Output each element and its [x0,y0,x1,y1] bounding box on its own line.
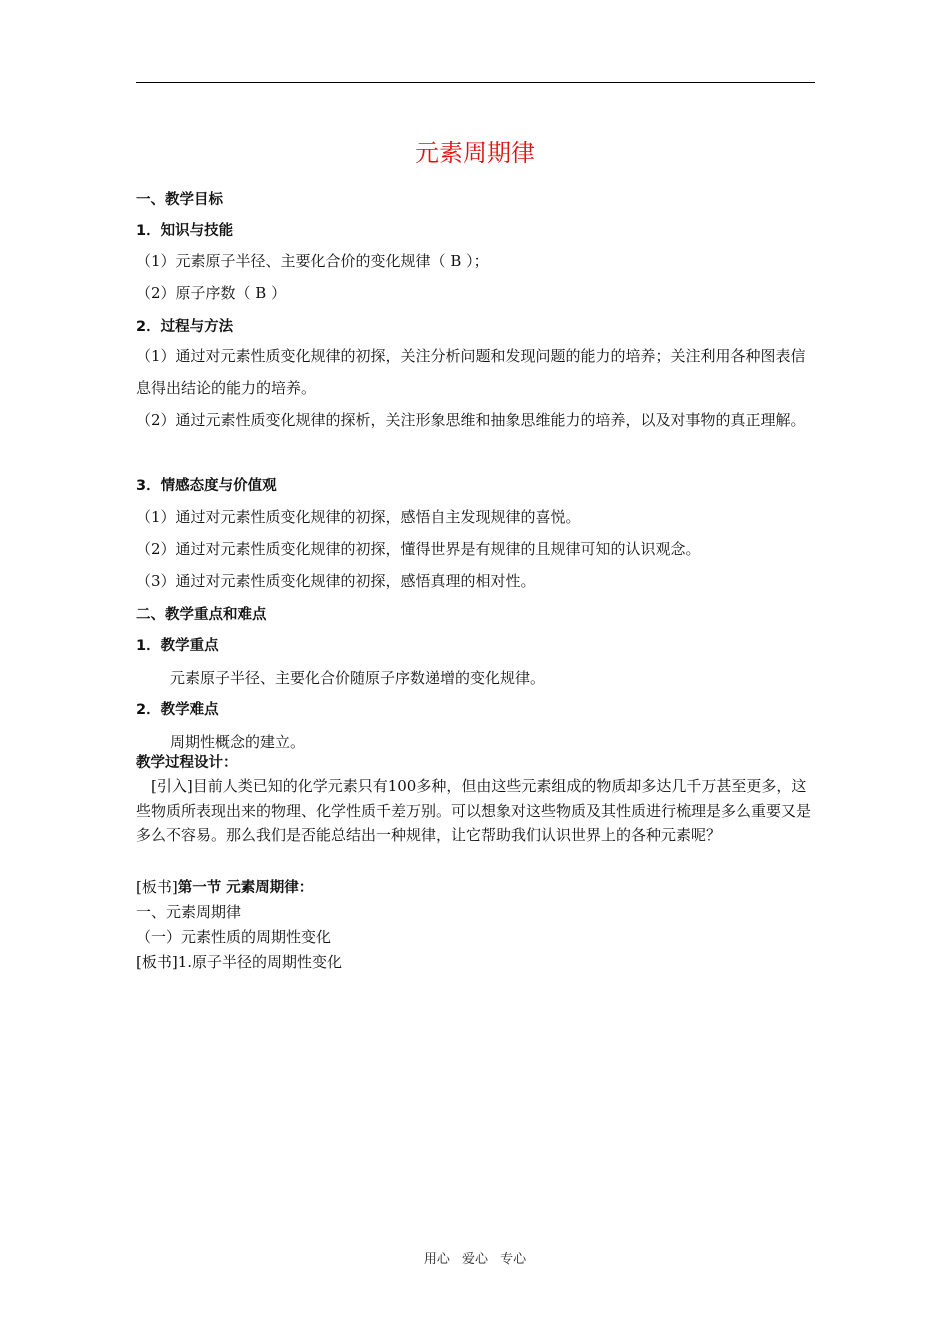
header-rule [136,82,815,83]
board-note-2: [板书]1.原子半径的周期性变化 [136,953,343,971]
key-point-text: 元素原子半径、主要化合价随原子序数递增的变化规律。 [170,669,546,687]
attitude-item-3: （3）通过对元素性质变化规律的初探，感悟真理的相对性。 [136,572,536,590]
page-title: 元素周期律 [415,139,535,167]
process-design-heading: 教学过程设计： [136,755,238,771]
footer-word-3: 专心 [500,1252,527,1267]
knowledge-item-1: （1）元素原子半径、主要化合价的变化规律（ B ）； [136,252,489,270]
periodic-change-line: （一）元素性质的周期性变化 [136,928,332,946]
subheading-difficulty: 2．教学难点 [136,702,219,718]
footer-word-1: 用心 [423,1252,450,1267]
difficulty-text: 周期性概念的建立。 [170,733,306,751]
knowledge-item-2: （2）原子序数（ B ） [136,284,287,302]
board-section-title: 第一节 元素周期律： [177,880,314,896]
footer-word-2: 爱心 [461,1252,488,1267]
section-heading-key-points: 二、教学重点和难点 [136,607,267,623]
section-heading-objectives: 一、教学目标 [136,192,223,208]
process-item-2: （2）通过元素性质变化规律的探析，关注形象思维和抽象思维能力的培养，以及对事物的真正理解。 [136,411,806,429]
intro-paragraph: [引入]目前人类已知的化学元素只有100多种，但由这些元素组成的物质却多达几千万甚至更多，这些物质所表现出来的物理、化学性质千差万别。可以想象对这些物质及其性质进行梳理是多么重要又是多么不容易。那么我们是否能总结出一种规律，让它帮助我们认识世界上的各种元素呢？ [136,777,812,844]
board-tag: [板书] [136,878,178,896]
subheading-knowledge: 1．知识与技能 [136,223,234,239]
subheading-key-point: 1．教学重点 [136,638,219,654]
attitude-item-1: （1）通过对元素性质变化规律的初探，感悟自主发现规律的喜悦。 [136,508,581,526]
board-note-1 [136,876,815,897]
subheading-attitude: 3．情感态度与价值观 [136,478,277,494]
process-item-1: （1）通过对元素性质变化规律的初探，关注分析问题和发现问题的能力的培养；关注利用各种图表信息得出结论的能力的培养。 [136,347,806,397]
periodic-law-line: 一、元素周期律 [136,903,242,921]
page-footer [0,1248,950,1267]
attitude-item-2: （2）通过对元素性质变化规律的初探，懂得世界是有规律的且规律可知的认识观念。 [136,540,701,558]
subheading-process: 2．过程与方法 [136,319,234,335]
